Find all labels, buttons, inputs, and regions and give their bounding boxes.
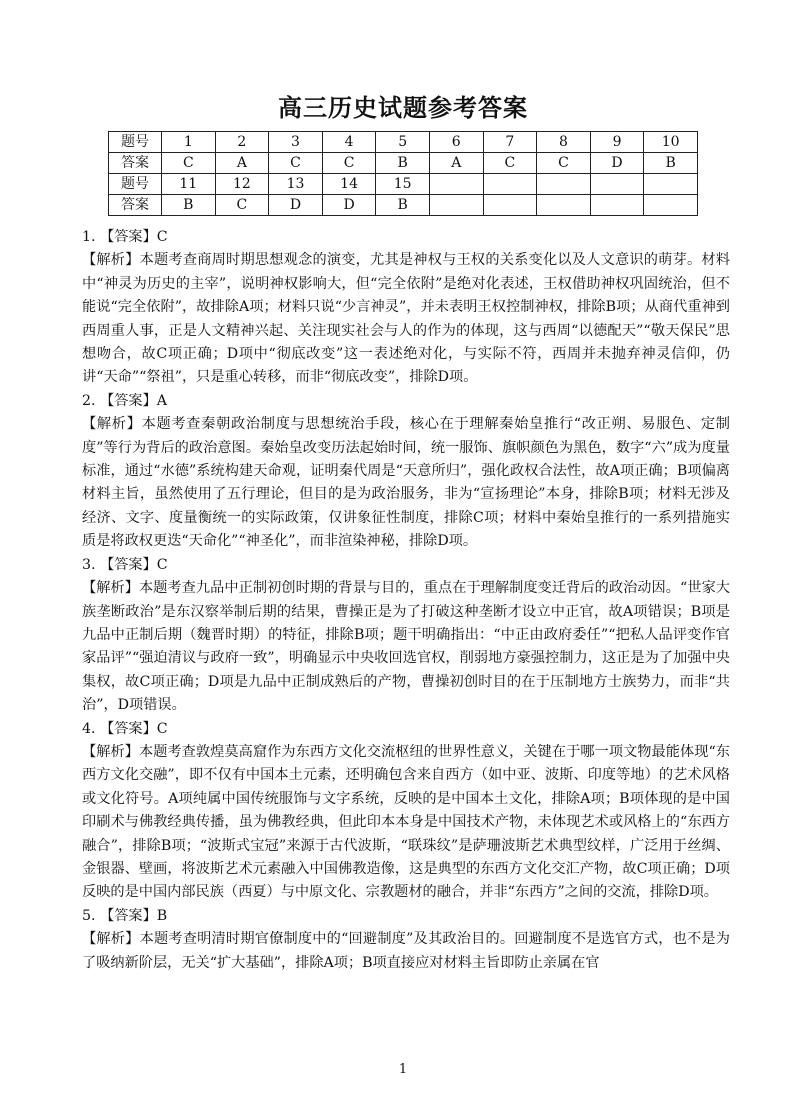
answer-explanations	[82, 226, 730, 975]
answer-table-cell: 9	[590, 132, 644, 153]
answer-table-cell: A	[429, 153, 483, 174]
answer-table-cell	[429, 174, 483, 195]
answer-table-row	[109, 195, 698, 216]
question-analysis: 【解析】本题考查明清时期官僚制度中的“回避制度”及其政治目的。回避制度不是选官方式，也不是为了吸纳新阶层，无关“扩大基础”，排除A项；B项直接应对材料主旨即防止亲属在官	[82, 931, 730, 971]
question-analysis: 【解析】本题考查敦煌莫高窟作为东西方文化交流枢纽的世界性意义，关键在于哪一项文物最能体现“东西方文化交融”，即不仅有中国本土元素，还明确包含来自西方（如中亚、波斯、印度等地）的艺术风格或文化符号。A项纯属中国传统服饰与文字系统，反映的是中国本土文化，排除A项；B项体现的是中国印刷术与佛教经典传播，虽为佛教经典，但此印本本身是中国技术产物，未体现艺术或风格上的“东西方融合”，排除B项；“波斯式宝冠”来源于古代波斯，“联珠纹”是萨珊波斯艺术典型纹样，广泛用于丝绸、金银器、壁画，将波斯艺术元素融入中国佛教造像，这是典型的东西方文化交汇产物，故C项正确；D项反映的是中国内部民族（西夏）与中原文化、宗教题材的融合，并非“东西方”之间的交流，排除D项。	[82, 743, 730, 901]
answer-table-cell: B	[376, 153, 430, 174]
answer-table-cell	[644, 174, 698, 195]
question-answer: 4. 【答案】C	[82, 720, 168, 737]
answer-table-cell: 5	[376, 132, 430, 153]
question-analysis: 【解析】本题考查秦朝政治制度与思想统治手段，核心在于理解秦始皇推行“改正朔、易服色、定制度”等行为背后的政治意图。秦始皇改变历法起始时间，统一服饰、旗帜颜色为黑色，数字“六”成为度量标准，通过“水德”系统构建天命观，证明秦代周是“天意所归”，强化政权合法性，故A项正确；B项偏离材料主旨，虽然使用了五行理论，但目的是为政治服务，非为“宣扬理论”本身，排除B项；材料无涉及经济、文字、度量衡统一的实际政策，仅讲象征性制度，排除C项；材料中秦始皇推行的一系列措施实质是将政权更迭“天命化”“神圣化”，而非渲染神秘，排除D项。	[82, 416, 730, 550]
answer-table-body	[109, 132, 698, 216]
answer-table-row	[109, 132, 698, 153]
answer-table-cell: B	[644, 153, 698, 174]
answer-table-cell	[644, 195, 698, 216]
answer-table-row-label: 题号	[109, 132, 162, 153]
answer-table-cell: 10	[644, 132, 698, 153]
answer-table-cell: C	[537, 153, 591, 174]
question-answer: 1. 【答案】C	[82, 229, 168, 245]
question-answer: 2. 【答案】A	[82, 392, 168, 409]
page-title: 高三历史试题参考答案	[278, 94, 528, 122]
question-answer: 3. 【答案】C	[82, 556, 168, 573]
answer-table-cell	[483, 195, 537, 216]
answer-table-cell: 8	[537, 132, 591, 153]
answer-table-cell: B	[162, 195, 216, 216]
answer-table-cell: B	[376, 195, 430, 216]
answer-table-cell: C	[269, 153, 323, 174]
answer-table-cell: C	[322, 153, 376, 174]
answer-table-cell: D	[590, 153, 644, 174]
answer-table-cell: A	[215, 153, 269, 174]
answer-table	[108, 131, 698, 216]
answer-table-cell: 1	[162, 132, 216, 153]
answer-table-cell: 4	[322, 132, 376, 153]
answer-table-cell	[537, 195, 591, 216]
answer-table-row	[109, 153, 698, 174]
answer-table-cell: 7	[483, 132, 537, 153]
answer-table-cell: 11	[162, 174, 216, 195]
question-analysis: 【解析】本题考查九品中正制初创时期的背景与目的，重点在于理解制度变迁背后的政治动因。“世家大族垄断政治”是东汉察举制后期的结果，曹操正是为了打破这种垄断才设立中正官，故A项错误；B项是九品中正制后期（魏晋时期）的特征，排除B项；题干明确指出：“中正由政府委任”“把私人品评变作官家品评”“强迫清议与政府一致”，明确显示中央收回选官权，削弱地方豪强控制力，这正是为了加强中央集权，故C项正确；D项是九品中正制成熟后的产物，曹操初创时目的在于压制地方士族势力，而非“共治”，D项错误。	[82, 580, 730, 714]
answer-table-cell: C	[215, 195, 269, 216]
answer-table-cell: 12	[215, 174, 269, 195]
answer-table-cell: 2	[215, 132, 269, 153]
answer-table-row-label: 答案	[109, 195, 162, 216]
answer-table-cell: 6	[429, 132, 483, 153]
answer-table-cell: D	[269, 195, 323, 216]
answer-table-cell: 13	[269, 174, 323, 195]
answer-table-row	[109, 174, 698, 195]
answer-table-cell	[590, 195, 644, 216]
answer-table-row-label: 答案	[109, 153, 162, 174]
answer-table-cell	[590, 174, 644, 195]
answer-table-cell: 3	[269, 132, 323, 153]
answer-table-row-label: 题号	[109, 174, 162, 195]
answer-table-cell: 15	[376, 174, 430, 195]
answer-table-cell: D	[322, 195, 376, 216]
question-answer: 5. 【答案】B	[82, 907, 168, 924]
answer-table-cell: C	[162, 153, 216, 174]
page-number: 1	[398, 1062, 408, 1077]
question-analysis: 【解析】本题考查商周时期思想观念的演变，尤其是神权与王权的关系变化以及人文意识的萌芽。材料中“神灵为历史的主宰”，说明神权影响大，但“完全依附”是绝对化表述，王权借助神权巩固统治，但不能说“完全依附”，故排除A项；材料只说“少言神灵”，并未表明王权控制神权，排除B项；从商代重神到西周重人事，正是人文精神兴起、关注现实社会与人的作为的体现，这与西周“以德配天”“敬天保民”思想吻合，故C项正确；D项中“彻底改变”这一表述绝对化，与实际不符，西周并未抛弃神灵信仰，仍讲“天命”“祭祖”，只是重心转移，而非“彻底改变”，排除D项。	[82, 252, 730, 386]
answer-table-cell	[483, 174, 537, 195]
answer-table-cell: 14	[322, 174, 376, 195]
answer-table-cell: C	[483, 153, 537, 174]
answer-table-cell	[537, 174, 591, 195]
answer-table-cell	[429, 195, 483, 216]
